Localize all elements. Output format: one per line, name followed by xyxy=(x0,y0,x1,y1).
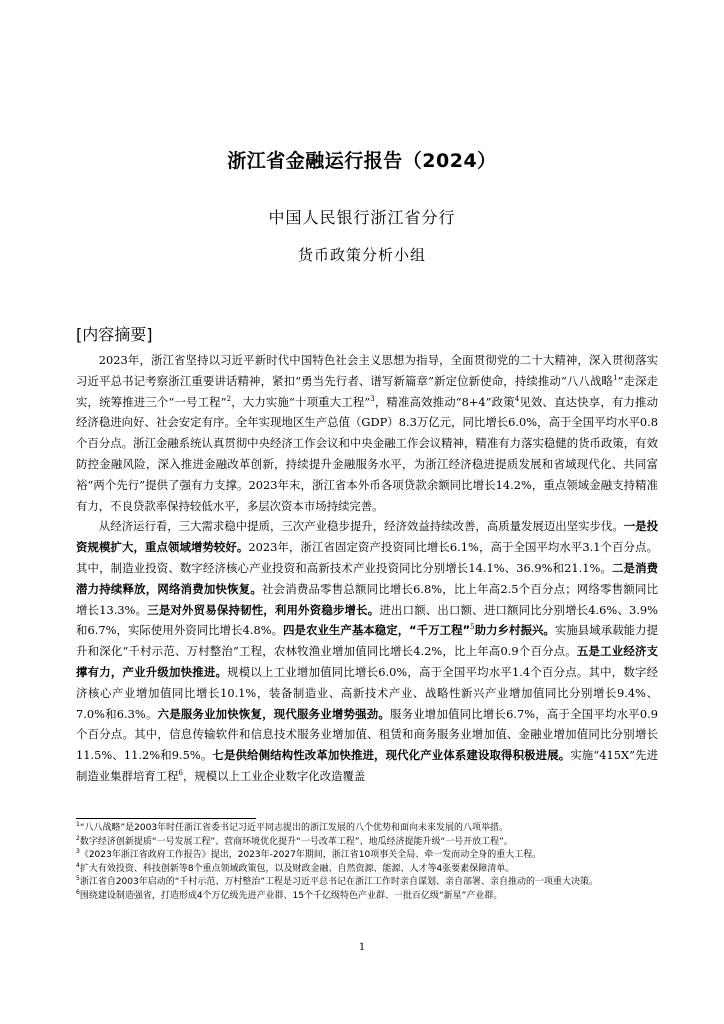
footnote xyxy=(76,890,658,904)
footnote xyxy=(76,836,658,850)
key-point: 七是供给侧结构性改革加快推进，现代化产业体系建设取得积极进展。 xyxy=(212,748,571,763)
key-point: 一是投资规模扩大，重点领域增势较好。 xyxy=(76,519,658,555)
text-run: 实施县域承载能力提升和深化“千村示范、万村整治”工程，农林牧渔业增加值同比增长4.2%，比上年高0.9个百分点。 xyxy=(76,623,658,659)
footnote-ref: 4 xyxy=(514,394,520,403)
summary-paragraph xyxy=(76,350,658,516)
key-point: 三是对外贸易保持韧性，利用外资稳步增长。 xyxy=(147,602,380,617)
author-group: 货币政策分析小组 xyxy=(297,246,426,264)
footnote xyxy=(76,876,658,890)
footnote xyxy=(76,822,658,836)
footnote-text: 围绕建设制造强省，打造形成4个万亿级先进产业群、15个千亿级特色产业群、一批百亿级“新星”产业群。 xyxy=(79,890,503,901)
footnote-text: 数字经济创新提质“一号发展工程”、营商环境优化提升“一号改革工程”、地瓜经济提能升级“一号开放工程”。 xyxy=(79,836,513,847)
footnote-ref: 6 xyxy=(178,769,183,778)
text-run: 2023年，浙江省坚持以习近平新时代中国特色社会主义思想为指导，全面贯彻党的二十大精神，深入贯彻落实习近平总书记考察浙江重要讲话精神，紧扣“勇当先行者、谱写新篇章”新定位新使命，持续推动“八八战略 xyxy=(76,353,658,388)
text-run: ，规模以上工业企业数字化改造覆盖 xyxy=(183,768,366,783)
footnote-number: 2 xyxy=(76,834,80,842)
footnote-text: 浙江省自2003年启动的“千村示范、万村整治”工程是习近平总书记在浙江工作时亲自谋划、亲自部署、亲自推动的一项重大决策。 xyxy=(79,877,599,888)
footnote-ref: 1 xyxy=(613,374,618,382)
footnote-number: 6 xyxy=(76,888,80,896)
footnote-number: 3 xyxy=(76,848,80,856)
footnote-text: 扩大有效投资、科技创新等8个重点领域政策包，以及财政金融、自然资源、能源、人才等4张要素保障清单。 xyxy=(79,863,515,874)
key-point: 四是农业生产基本稳定，“千万工程” xyxy=(283,623,471,638)
text-run: 规模以上工业增加值同比增长6.0%，高于全国平均水平1.4个百分点。其中，数字经济核心产业增加值同比增长10.1%，装备制造业、高新技术产业、战略性新兴产业增加值同比分别增长9.4%、7.0%和6.3%。 xyxy=(76,664,658,721)
footnote-number: 1 xyxy=(76,821,80,828)
text-run: 见效、直达快享，有力推动经济稳进向好、社会安定有序。全年实现地区生产总值（GDP）8.3万亿元，同比增长6.0%，高于全国平均水平0.8个百分点。浙江金融系统认真贯彻中央经济工作会议和中央金融工作会议精神，精准有力落实稳健的货币政策，有效防控金融风险，深入推进金融改革创新，持续提升金融服务水平，为浙江经济稳进提质发展和省域现代化、共同富裕“两个先行”提供了强有力支撑。2023年末，浙江省本外币各项贷款余额同比增长14.2%，重点领域金融支持精准有力，不良贷款率保持较低水平，多层次资本市场持续完善。 xyxy=(76,394,658,513)
footnote-number: 4 xyxy=(76,861,80,869)
footnote-text: 《2023年浙江省政府工作报告》提出，2023年-2027年期间，浙江省10项事关全局、牵一发而动全身的重大工程。 xyxy=(79,850,542,861)
text-run: 从经济运行看，三大需求稳中提质，三次产业稳步提升，经济效益持续改善，高质量发展迈出坚实步伐。 xyxy=(98,519,624,534)
summary-body xyxy=(76,350,658,787)
text-run: 2023年，浙江省固定资产投资同比增长6.1%，高于全国平均水平3.1个百分点。其中，制造业投资、数字经济核心产业投资和高新技术产业投资同比分别增长14.1%、36.9%和21.1%。 xyxy=(76,540,658,575)
footnote-text: “八八战略”是2003年时任浙江省委书记习近平同志提出的浙江发展的八个优势和面向未来发展的八项举措。 xyxy=(79,823,509,833)
summary-paragraph xyxy=(76,516,658,786)
author-organization: 中国人民银行浙江省分行 xyxy=(268,208,456,227)
footnote xyxy=(76,863,658,877)
text-run: ，大力实施“十项重大工程” xyxy=(231,394,371,409)
footnote-ref: 2 xyxy=(226,394,232,403)
text-run: 进出口额、出口额、进口额同比分别增长4.6%、3.9%和6.7%，实际使用外资同比增长4.8%。 xyxy=(76,602,658,638)
text-run: 实施“415X”先进制造业集群培育工程 xyxy=(76,748,659,783)
key-point: 助力乡村振兴。 xyxy=(474,623,555,638)
footnote-ref: 3 xyxy=(370,394,375,403)
page-number: 1 xyxy=(358,942,366,953)
footnote-number: 5 xyxy=(76,875,80,883)
key-point: 二是消费潜力持续释放，网络消费加快恢复。 xyxy=(76,560,658,596)
section-heading: [内容摘要] xyxy=(76,325,153,344)
text-run: ，精准高效推动“8+4”政策 xyxy=(374,394,515,409)
document-title: 浙江省金融运行报告（2024） xyxy=(227,150,497,172)
text-run: 服务业增加值同比增长6.7%，高于全国平均水平0.9个百分点。其中，信息传输软件和信息技术服务业增加值、租赁和商务服务业增加值、金融业增加值同比分别增长11.5%、11.2%和9.5%。 xyxy=(76,706,658,763)
key-point: 五是工业经济支撑有力，产业升级加快推进。 xyxy=(76,644,658,679)
text-run: ”走深走实，统筹推进三个“一号工程” xyxy=(76,373,658,409)
text-run: 社会消费品零售总额同比增长6.8%，比上年高2.5个百分点；网络零售额同比增长13.3%。 xyxy=(76,581,658,617)
footnote-ref: 5 xyxy=(470,623,475,632)
footnote-divider xyxy=(76,818,256,819)
footnote xyxy=(76,849,658,863)
footnotes xyxy=(76,822,658,904)
key-point: 六是服务业加快恢复，现代服务业增势强劲。 xyxy=(157,706,390,721)
